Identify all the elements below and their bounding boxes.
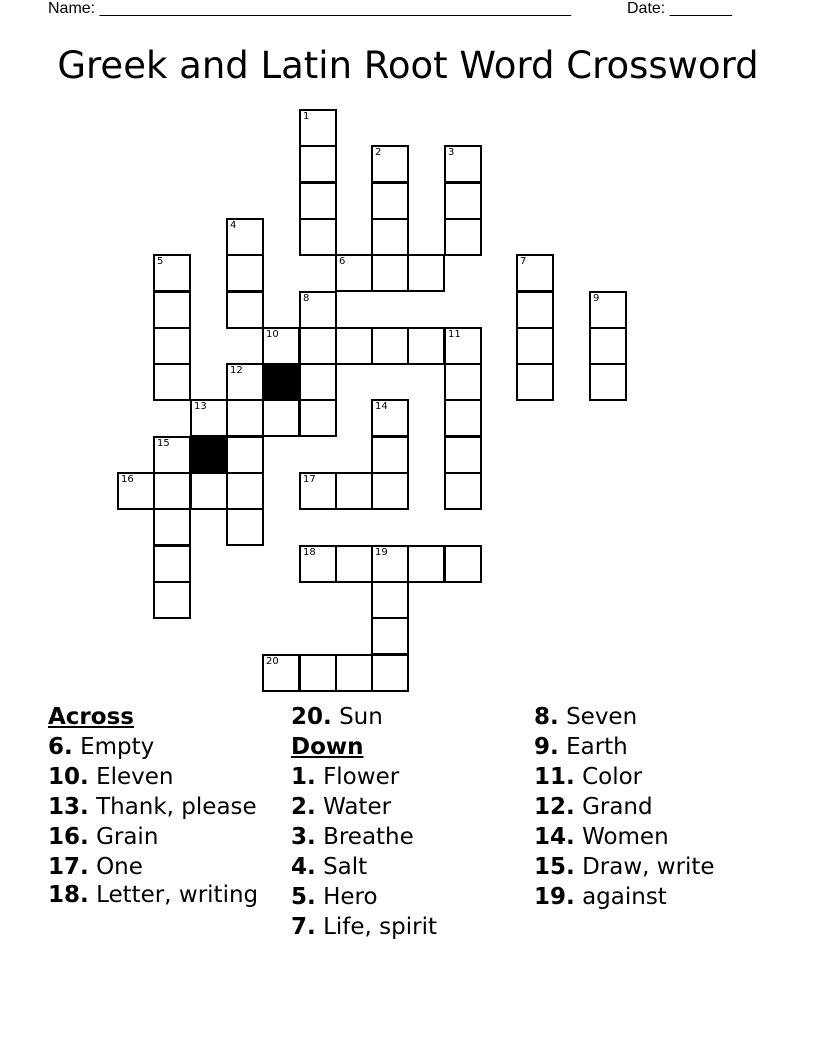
grid-cell[interactable]: [444, 436, 482, 474]
grid-cell[interactable]: [371, 436, 409, 474]
grid-cell[interactable]: [444, 399, 482, 437]
clue-text: Seven: [566, 704, 638, 730]
grid-cell[interactable]: [444, 182, 482, 220]
clue-number: 13.: [48, 794, 89, 820]
clue-number: 7.: [291, 914, 316, 940]
clue-text: Draw, write: [582, 854, 715, 880]
grid-cell[interactable]: [190, 399, 228, 437]
grid-cell[interactable]: [407, 545, 445, 583]
grid-cell[interactable]: [371, 182, 409, 220]
clue-across-17: [48, 852, 278, 882]
grid-cell[interactable]: [226, 436, 264, 474]
grid-cell[interactable]: [371, 545, 409, 583]
clue-down-14: [534, 822, 794, 852]
grid-cell[interactable]: [153, 254, 191, 292]
grid-cell[interactable]: [299, 654, 337, 692]
grid-cell[interactable]: [335, 327, 373, 365]
cell-number: 13: [194, 401, 207, 412]
grid-cell[interactable]: [299, 182, 337, 220]
grid-cell[interactable]: [371, 145, 409, 183]
clue-number: 20.: [291, 704, 332, 730]
grid-cell[interactable]: [589, 363, 627, 401]
clue-down-12: [534, 792, 794, 822]
clue-number: 14.: [534, 824, 575, 850]
clue-down-4: [291, 852, 521, 882]
down-heading: Down: [291, 734, 364, 760]
grid-cell[interactable]: [516, 327, 554, 365]
clue-number: 17.: [48, 854, 89, 880]
clue-down-2: [291, 792, 521, 822]
clue-text: Women: [582, 824, 669, 850]
clue-text: against: [582, 884, 667, 910]
clue-number: 19.: [534, 884, 575, 910]
grid-cell[interactable]: [371, 254, 409, 292]
clue-number: 10.: [48, 764, 89, 790]
grid-cell[interactable]: [371, 472, 409, 510]
clue-text: Grand: [582, 794, 653, 820]
grid-cell[interactable]: [407, 327, 445, 365]
grid-cell[interactable]: [153, 545, 191, 583]
clue-down-8: [534, 702, 794, 732]
clue-text: Breathe: [323, 824, 414, 850]
grid-cell[interactable]: [299, 399, 337, 437]
grid-cell[interactable]: [299, 291, 337, 329]
clue-down-3: [291, 822, 521, 852]
clue-column-2: [291, 702, 521, 942]
clue-text: Sun: [339, 704, 383, 730]
grid-cell[interactable]: [153, 436, 191, 474]
clue-text: Letter, writing: [96, 882, 259, 908]
clue-text: Hero: [323, 884, 378, 910]
blocked-cell: [190, 436, 228, 474]
across-heading: Across: [48, 704, 134, 730]
grid-cell[interactable]: [589, 327, 627, 365]
clue-across-18: [48, 882, 278, 910]
grid-cell[interactable]: [516, 291, 554, 329]
clue-number: 1.: [291, 764, 316, 790]
grid-cell[interactable]: [226, 399, 264, 437]
cell-number: 14: [375, 401, 388, 412]
cell-number: 17: [303, 474, 316, 485]
clue-across-13: [48, 792, 278, 822]
cell-number: 1: [303, 111, 310, 122]
grid-cell[interactable]: [299, 327, 337, 365]
grid-cell[interactable]: [589, 291, 627, 329]
clue-text: Empty: [80, 734, 155, 760]
clue-number: 12.: [534, 794, 575, 820]
grid-cell[interactable]: [299, 218, 337, 256]
clue-number: 4.: [291, 854, 316, 880]
cell-number: 2: [375, 147, 382, 158]
clue-number: 15.: [534, 854, 575, 880]
clue-down-11: [534, 762, 794, 792]
clue-number: 2.: [291, 794, 316, 820]
grid-cell[interactable]: [335, 472, 373, 510]
grid-cell[interactable]: [371, 654, 409, 692]
blocked-cell: [262, 363, 300, 401]
clue-across-20: [291, 702, 521, 732]
grid-cell[interactable]: [335, 545, 373, 583]
clue-text: Grain: [96, 824, 159, 850]
cell-number: 9: [593, 293, 600, 304]
grid-cell[interactable]: [226, 472, 264, 510]
clue-text: Salt: [323, 854, 368, 880]
grid-cell[interactable]: [335, 254, 373, 292]
cell-number: 4: [230, 220, 237, 231]
clue-across-10: [48, 762, 278, 792]
clue-down-1: [291, 762, 521, 792]
clue-down-19: [534, 882, 794, 912]
grid-cell[interactable]: [153, 472, 191, 510]
grid-cell[interactable]: [516, 363, 554, 401]
clue-down-9: [534, 732, 794, 762]
grid-cell[interactable]: [444, 472, 482, 510]
clue-text: Life, spirit: [323, 914, 437, 940]
clue-text: Flower: [323, 764, 400, 790]
grid-cell[interactable]: [226, 291, 264, 329]
clue-number: 8.: [534, 704, 559, 730]
cell-number: 5: [157, 256, 164, 267]
grid-cell[interactable]: [190, 472, 228, 510]
grid-cell[interactable]: [262, 654, 300, 692]
clue-across-6: [48, 732, 278, 762]
grid-cell[interactable]: [371, 581, 409, 619]
grid-cell[interactable]: [153, 327, 191, 365]
clue-across-16: [48, 822, 278, 852]
grid-cell[interactable]: [226, 218, 264, 256]
grid-cell[interactable]: [226, 254, 264, 292]
grid-cell[interactable]: [371, 617, 409, 655]
clue-down-5: [291, 882, 521, 912]
page-title: Greek and Latin Root Word Crossword: [57, 44, 759, 87]
clue-number: 18.: [48, 882, 89, 908]
grid-cell[interactable]: [444, 545, 482, 583]
clue-down-7: [291, 912, 521, 942]
cell-number: 6: [339, 256, 346, 267]
grid-cell[interactable]: [262, 327, 300, 365]
clue-text: Eleven: [96, 764, 174, 790]
clue-text: Earth: [566, 734, 628, 760]
grid-cell[interactable]: [371, 399, 409, 437]
grid-cell[interactable]: [117, 472, 155, 510]
cell-number: 12: [230, 365, 243, 376]
cell-number: 19: [375, 547, 388, 558]
clue-text: One: [96, 854, 143, 880]
grid-cell[interactable]: [153, 581, 191, 619]
cell-number: 18: [303, 547, 316, 558]
grid-cell[interactable]: [299, 545, 337, 583]
cell-number: 3: [448, 147, 455, 158]
grid-cell[interactable]: [444, 145, 482, 183]
grid-cell[interactable]: [444, 363, 482, 401]
grid-cell[interactable]: [226, 508, 264, 546]
grid-cell[interactable]: [262, 399, 300, 437]
clue-column-1: [48, 702, 278, 910]
grid-cell[interactable]: [444, 218, 482, 256]
clue-column-3: [534, 702, 794, 912]
grid-cell[interactable]: [299, 363, 337, 401]
grid-cell[interactable]: [371, 218, 409, 256]
clue-number: 5.: [291, 884, 316, 910]
grid-cell[interactable]: [516, 254, 554, 292]
grid-cell[interactable]: [335, 654, 373, 692]
grid-cell[interactable]: [153, 508, 191, 546]
grid-cell[interactable]: [299, 145, 337, 183]
grid-cell[interactable]: [407, 254, 445, 292]
clue-text: Water: [323, 794, 392, 820]
cell-number: 7: [520, 256, 527, 267]
grid-cell[interactable]: [226, 363, 264, 401]
cell-number: 16: [121, 474, 134, 485]
date-field[interactable]: Date: _______: [627, 0, 732, 17]
cell-number: 15: [157, 438, 170, 449]
grid-cell[interactable]: [299, 472, 337, 510]
cell-number: 20: [266, 656, 279, 667]
clue-number: 11.: [534, 764, 575, 790]
clue-number: 6.: [48, 734, 73, 760]
grid-cell[interactable]: [153, 363, 191, 401]
clue-number: 16.: [48, 824, 89, 850]
cell-number: 11: [448, 329, 461, 340]
name-field[interactable]: Name: _____________________________________________________: [48, 0, 572, 17]
grid-cell[interactable]: [371, 327, 409, 365]
clue-text: Thank, please: [96, 794, 257, 820]
cell-number: 8: [303, 293, 310, 304]
grid-cell[interactable]: [153, 291, 191, 329]
clue-down-15: [534, 852, 794, 882]
clue-number: 9.: [534, 734, 559, 760]
grid-cell[interactable]: [299, 109, 337, 147]
cell-number: 10: [266, 329, 279, 340]
grid-cell[interactable]: [444, 327, 482, 365]
clue-number: 3.: [291, 824, 316, 850]
clue-text: Color: [582, 764, 643, 790]
